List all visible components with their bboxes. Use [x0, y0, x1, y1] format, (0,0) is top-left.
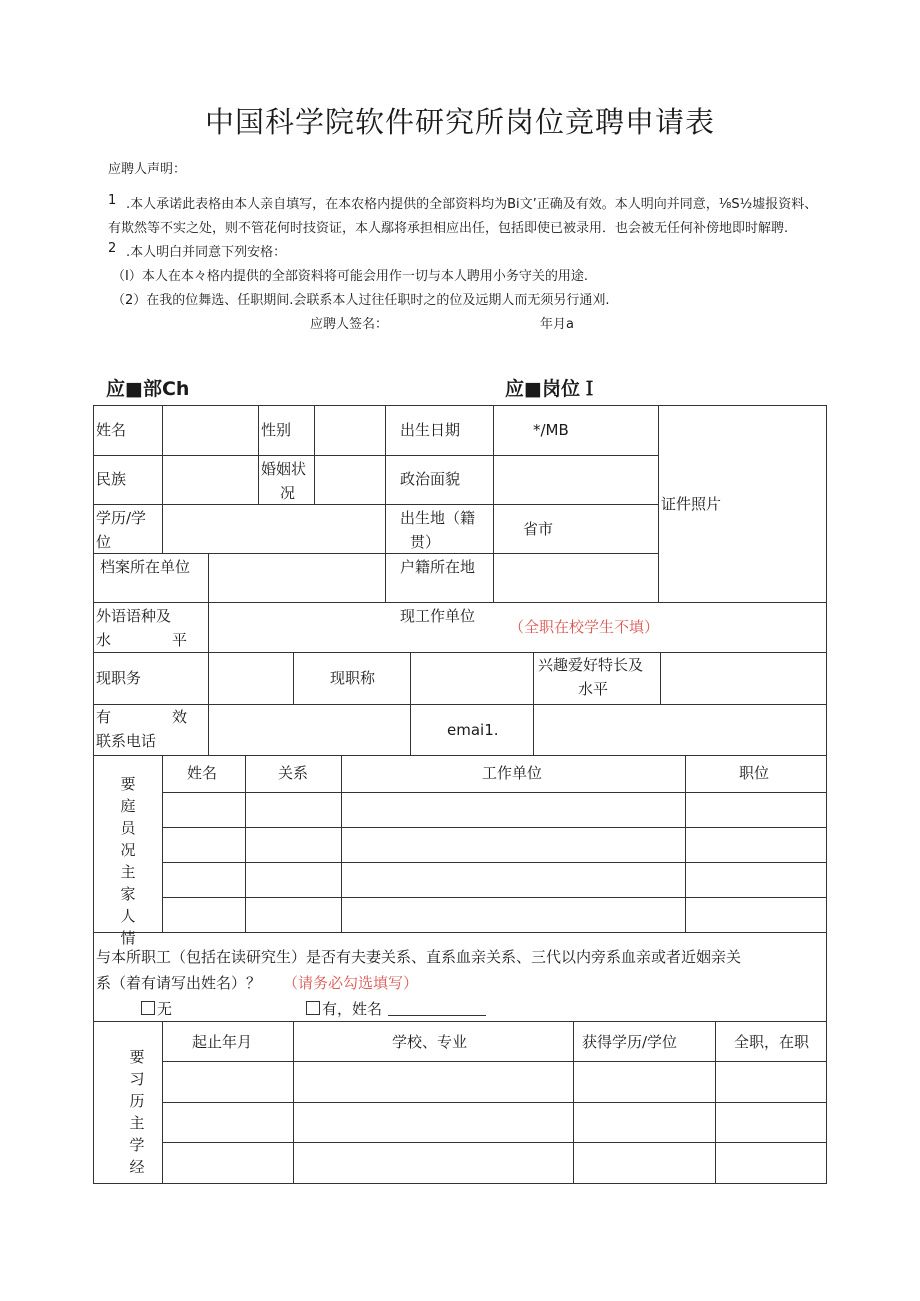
declaration-item1-line2: 有欺然等不实之处，则不管花何时技资证，本人鄢将承担相应出任，包括即使已被录用．也会被无任何补傍地即时解聘.	[108, 221, 789, 236]
phone-label-2: 联系电话	[96, 732, 157, 750]
birth-date-label: 出生日期	[400, 421, 461, 439]
applied-department-label: 应■部Ch	[106, 378, 190, 400]
phone-label-1a: 有	[96, 708, 112, 726]
current-employer-note: （全职在校学生不填）	[509, 618, 660, 636]
name-label: 姓名	[96, 421, 127, 439]
relation-option-no-label: 无	[157, 1000, 173, 1018]
foreign-language-label-1: 外语语种及	[96, 607, 172, 625]
hobbies-field[interactable]	[660, 653, 826, 704]
relation-question-note: （请务必勾选填写）	[283, 974, 419, 992]
education-section-label: 要习历主学经	[129, 1048, 145, 1176]
declaration-item2-number: 2	[108, 241, 117, 256]
declaration-item2-sub2: （2）在我的位舞选、任职期间.会联系本人过往任职时之的位及远期人而无须另行通刈.	[112, 293, 610, 308]
political-status-field[interactable]	[493, 456, 658, 504]
family-col-relation: 关系	[278, 764, 309, 782]
family-col-work-unit: 工作单位	[482, 764, 543, 782]
foreign-language-field[interactable]	[208, 603, 385, 652]
checkbox-yes[interactable]	[306, 1001, 320, 1015]
hobbies-label-1: 兴趣爱好特长及	[538, 656, 644, 674]
birth-date-value[interactable]: */MB	[533, 421, 569, 439]
family-row[interactable]	[162, 863, 826, 897]
signature-label: 应聘人签名：	[310, 317, 389, 332]
name-field[interactable]	[162, 406, 258, 455]
family-row[interactable]	[162, 828, 826, 862]
current-position-label: 现职务	[96, 669, 142, 687]
photo-label: 证件照片	[661, 495, 722, 513]
professional-title-label: 现职称	[330, 669, 376, 687]
date-label: 年月a	[540, 317, 574, 332]
education-row[interactable]	[162, 1062, 826, 1102]
birthplace-label-1: 出生地（籍	[400, 509, 476, 527]
education-row[interactable]	[162, 1103, 826, 1142]
marital-status-label-1: 婚姻状	[261, 460, 307, 478]
declaration-item1-line1: .本人承诺此表格由本人亲自填写，在本农格内提供的全部资料均为Bi文’正确及有效。本人明向并同意，⅛S½墟报资料、	[126, 197, 818, 212]
declaration-item1-number: 1	[108, 193, 117, 208]
checkbox-no[interactable]	[141, 1001, 155, 1015]
education-col-type: 全职，在职	[734, 1033, 810, 1051]
current-employer-label: 现工作单位	[400, 607, 476, 625]
education-col-degree: 获得学历/学位	[582, 1033, 678, 1051]
email-field[interactable]	[533, 705, 826, 755]
declaration-item2-sub1: （I）本人在本々格内提供的全部资料将可能会用作一切与本人聘用小务守关的用途.	[112, 269, 588, 284]
relation-question-line1: 与本所职工（包括在读研究生）是否有夫妻关系、直系血亲关系、三代以内旁系血亲或者近姻亲关	[96, 948, 742, 966]
email-label: emai1.	[447, 721, 499, 739]
relation-question-line2: 系（着有请写出姓名）？	[96, 974, 262, 992]
province-city-label: 省市	[523, 520, 554, 538]
education-degree-label-2: 位	[96, 533, 112, 551]
gender-label: 性别	[261, 421, 292, 439]
relation-name-field[interactable]	[388, 1001, 486, 1016]
household-registration-field[interactable]	[493, 554, 658, 602]
family-row[interactable]	[162, 793, 826, 827]
family-col-position: 职位	[739, 764, 770, 782]
political-status-label: 政治面貌	[400, 470, 461, 488]
archive-unit-field[interactable]	[208, 554, 385, 602]
birthplace-label-2: 贯）	[410, 533, 441, 551]
education-row[interactable]	[162, 1143, 826, 1183]
phone-label-1b: 效	[172, 708, 188, 726]
page-title: 中国科学院软件研究所岗位竞聘申请表	[204, 105, 715, 139]
relation-option-no[interactable]	[141, 997, 172, 1021]
household-registration-label: 户籍所在地	[400, 558, 476, 576]
hobbies-label-2: 水平	[578, 680, 609, 698]
applied-post-label: 应■岗位Ｉ	[505, 378, 599, 400]
family-section-label: 要庭员况主家人情	[120, 775, 136, 947]
education-col-period: 起止年月	[192, 1033, 253, 1051]
relation-option-yes-label: 有，姓名	[322, 1000, 383, 1018]
phone-field[interactable]	[208, 705, 410, 755]
family-col-name: 姓名	[187, 764, 218, 782]
foreign-language-label-2a: 水	[96, 631, 112, 649]
education-degree-label-1: 学历/学	[96, 509, 147, 527]
declaration-item2-line1: .本人明白并同意下列安格：	[126, 245, 287, 260]
relation-option-yes[interactable]	[306, 997, 486, 1021]
ethnicity-label: 民族	[96, 470, 127, 488]
gender-field[interactable]	[314, 406, 385, 455]
marital-status-field[interactable]	[314, 456, 385, 504]
declaration-heading: 应聘人声明：	[108, 162, 187, 177]
marital-status-label-2: 况	[280, 484, 296, 502]
foreign-language-label-2b: 平	[172, 631, 188, 649]
professional-title-field[interactable]	[410, 653, 533, 704]
ethnicity-field[interactable]	[162, 456, 258, 504]
family-row[interactable]	[162, 898, 826, 932]
education-col-school: 学校、专业	[392, 1033, 468, 1051]
current-position-field[interactable]	[208, 653, 293, 704]
archive-unit-label: 档案所在单位	[100, 558, 191, 576]
education-degree-field[interactable]	[162, 505, 385, 553]
